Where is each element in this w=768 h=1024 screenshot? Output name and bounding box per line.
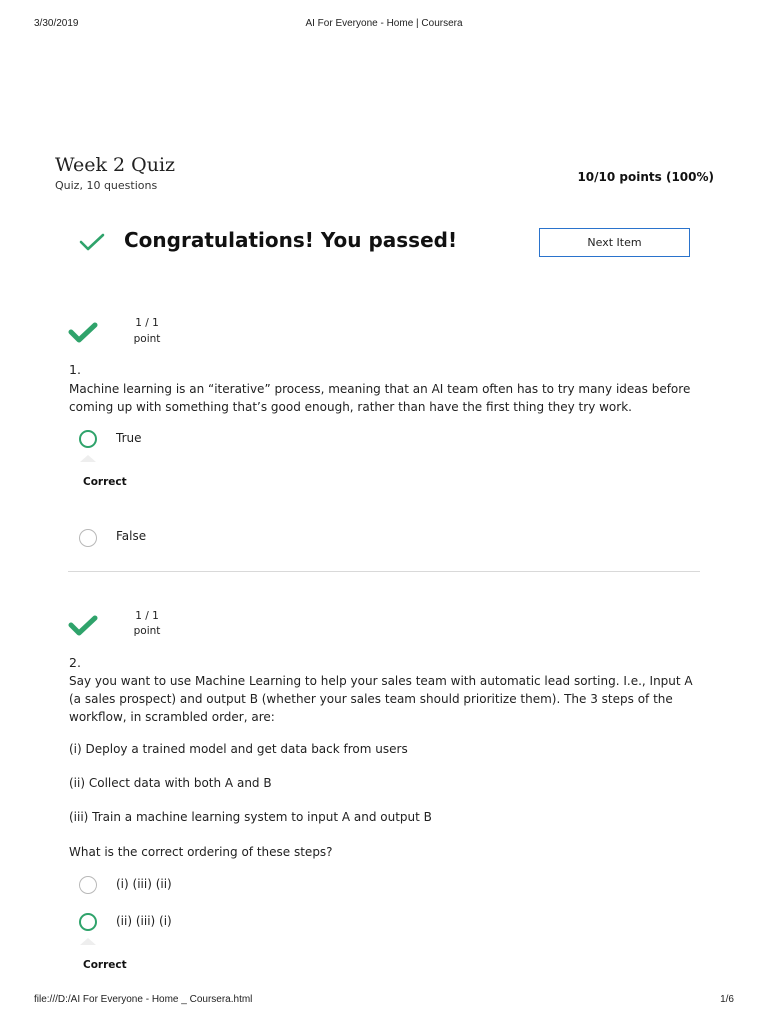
question-number: 1.	[69, 362, 81, 377]
question-text: Say you want to use Machine Learning to help your sales team with automatic lead sorting. I.e., Input A (a sales prospect) and output B (whether your sales team should prioritize them). The 3 steps of the workflow, in scrambled order, are:	[69, 674, 693, 724]
print-page-number: 1/6	[720, 994, 734, 1005]
option-true-radio[interactable]	[79, 430, 97, 448]
passed-check-icon	[78, 230, 106, 254]
question-points-label: point	[133, 625, 161, 637]
feedback-caret	[80, 938, 96, 945]
print-date: 3/30/2019	[34, 18, 79, 29]
option-true-label[interactable]: True	[116, 431, 142, 445]
next-item-button[interactable]: Next Item	[539, 228, 690, 257]
feedback-caret	[80, 455, 96, 462]
feedback-correct-label: Correct	[83, 476, 127, 488]
question-step-3: (iii) Train a machine learning system to input A and output B	[69, 810, 432, 824]
question-points-fraction: 1 / 1	[135, 610, 159, 622]
option-b-label[interactable]: (ii) (iii) (i)	[116, 914, 172, 928]
quiz-score: 10/10 points (100%)	[577, 170, 714, 184]
question-correct-check-icon	[68, 320, 98, 344]
question-divider	[68, 571, 700, 572]
question-number: 2.	[69, 655, 81, 670]
option-a-radio[interactable]	[79, 876, 97, 894]
option-a-label[interactable]: (i) (iii) (ii)	[116, 877, 172, 891]
feedback-correct-label: Correct	[83, 959, 127, 971]
print-page-title: AI For Everyone - Home | Coursera	[305, 18, 463, 29]
question-step-2: (ii) Collect data with both A and B	[69, 776, 272, 790]
question-correct-check-icon	[68, 613, 98, 637]
question-points-fraction: 1 / 1	[135, 317, 159, 329]
option-b-radio[interactable]	[79, 913, 97, 931]
quiz-title: Week 2 Quiz	[55, 154, 176, 176]
question-prompt: What is the correct ordering of these steps?	[69, 845, 333, 859]
question-text: Machine learning is an “iterative” process, meaning that an AI team often has to try many ideas before coming up with something that’s good enough, rather than have the first thing they try work.	[69, 382, 691, 414]
print-file-path: file:///D:/AI For Everyone - Home _ Coursera.html	[34, 994, 253, 1005]
passed-message: Congratulations! You passed!	[124, 228, 458, 252]
option-false-radio[interactable]	[79, 529, 97, 547]
option-false-label[interactable]: False	[116, 529, 147, 543]
question-step-1: (i) Deploy a trained model and get data back from users	[69, 742, 408, 756]
question-points-label: point	[133, 333, 161, 345]
quiz-subtitle: Quiz, 10 questions	[55, 179, 158, 192]
